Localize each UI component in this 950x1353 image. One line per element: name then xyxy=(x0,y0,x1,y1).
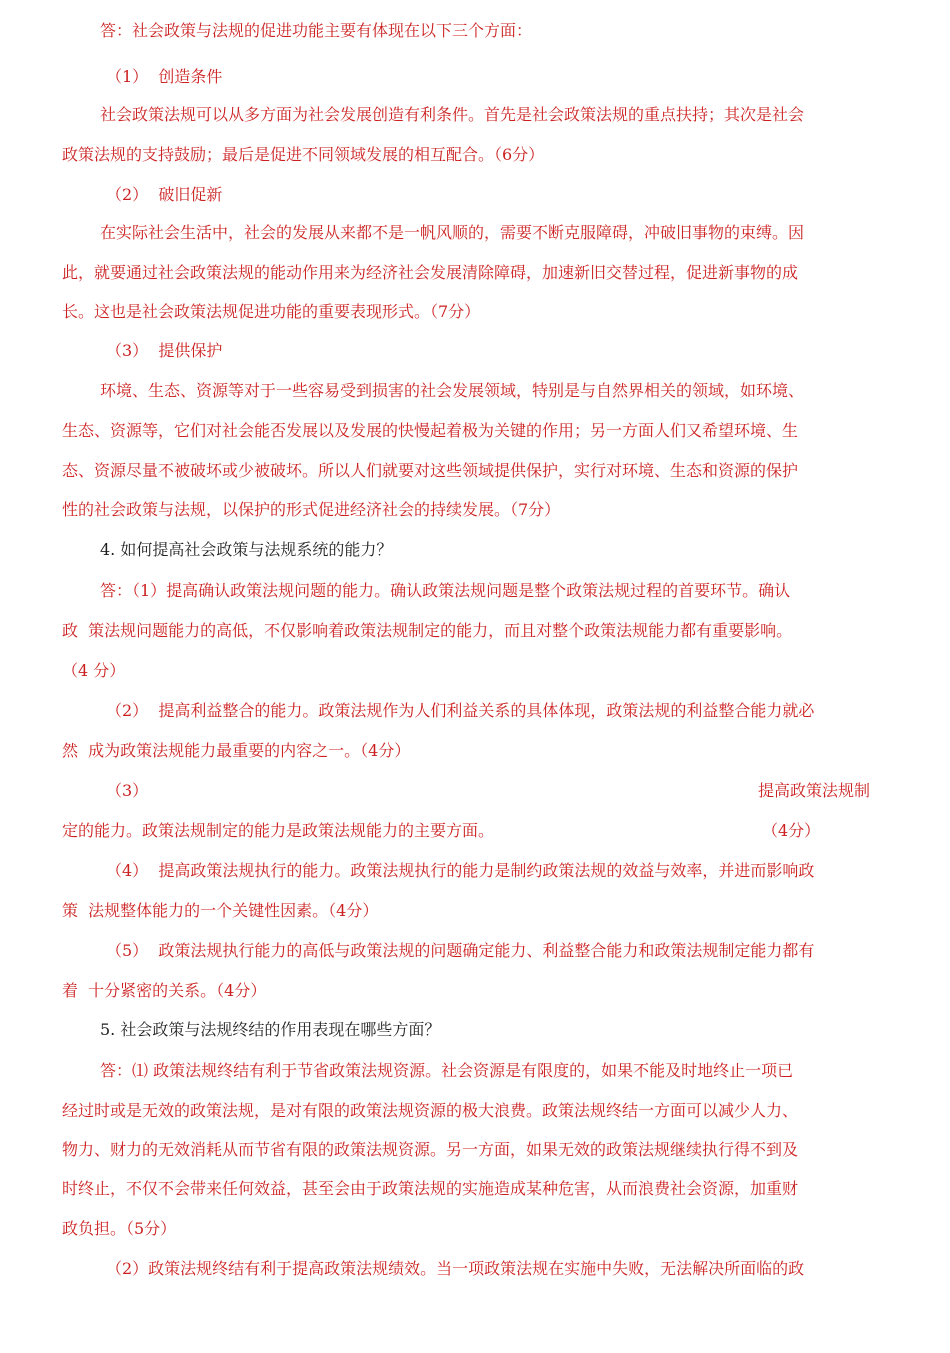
paragraph-line: 长。这也是社会政策法规促进功能的重要表现形式。（7分） xyxy=(62,302,481,321)
paragraph-line: 生态、资源等，它们对社会能否发展以及发展的快慢起着极为关键的作用；另一方面人们又希望环境、生 xyxy=(62,421,799,440)
paragraph-line: 物力、财力的无效消耗从而节省有限的政策法规资源。另一方面，如果无效的政策法规继续执行得不到及 xyxy=(62,1140,799,1159)
paragraph-line: 经过时或是无效的政策法规，是对有限的政策法规资源的极大浪费。政策法规终结一方面可以减少人力、 xyxy=(62,1101,799,1120)
question-5: 5. 社会政策与法规终结的作用表现在哪些方面？ xyxy=(100,1020,441,1039)
heading-1: （1） 创造条件 xyxy=(106,67,223,86)
paragraph-line: 定的能力。政策法规制定的能力是政策法规能力的主要方面。 xyxy=(62,821,495,840)
question-4: 4. 如何提高社会政策与法规系统的能力？ xyxy=(100,540,393,559)
paragraph-line: 此，就要通过社会政策法规的能动作用来为经济社会发展清除障碍，加速新旧交替过程，促进新事物的成 xyxy=(62,263,799,282)
paragraph-line: 政 策法规问题能力的高低，不仅影响着政策法规制定的能力，而且对整个政策法规能力都有重要影响。 xyxy=(62,621,793,640)
paragraph-line: 政负担。（5分） xyxy=(62,1219,177,1238)
paragraph-line: 答：⑴ 政策法规终结有利于节省政策法规资源。社会资源是有限度的，如果不能及时地终止一项已 xyxy=(100,1061,794,1080)
paragraph-line: 着 十分紧密的关系。（4分） xyxy=(62,981,267,1000)
paragraph-line: （4 分） xyxy=(62,661,126,680)
paragraph-line: 然 成为政策法规能力最重要的内容之一。（4分） xyxy=(62,741,411,760)
heading-3: （3） 提供保护 xyxy=(106,341,223,360)
item-3-score: （4分） xyxy=(762,821,821,840)
heading-2: （2） 破旧促新 xyxy=(106,185,223,204)
paragraph-line: 环境、生态、资源等对于一些容易受到损害的社会发展领域，特别是与自然界相关的领域，如环境、 xyxy=(100,381,805,400)
paragraph-line: 时终止，不仅不会带来任何效益，甚至会由于政策法规的实施造成某种危害，从而浪费社会资源，加重财 xyxy=(62,1179,799,1198)
paragraph-line: 在实际社会生活中，社会的发展从来都不是一帆风顺的，需要不断克服障碍，冲破旧事物的束缚。因 xyxy=(100,223,805,242)
paragraph-line: （5） 政策法规执行能力的高低与政策法规的问题确定能力、利益整合能力和政策法规制定能力都有 xyxy=(106,941,815,960)
item-3-title: 提高政策法规制 xyxy=(758,781,871,800)
paragraph-line: 性的社会政策与法规，以保护的形式促进经济社会的持续发展。（7分） xyxy=(62,500,561,519)
paragraph-line: 态、资源尽量不被破坏或少被破坏。所以人们就要对这些领域提供保护，实行对环境、生态和资源的保护 xyxy=(62,461,799,480)
paragraph-line: （2）政策法规终结有利于提高政策法规绩效。当一项政策法规在实施中失败，无法解决所面临的政 xyxy=(106,1259,805,1278)
answer-intro: 答：社会政策与法规的促进功能主要有体现在以下三个方面： xyxy=(100,21,533,40)
paragraph-line: （2） 提高利益整合的能力。政策法规作为人们利益关系的具体体现，政策法规的利益整合能力就必 xyxy=(106,701,815,720)
paragraph-line: 社会政策法规可以从多方面为社会发展创造有利条件。首先是社会政策法规的重点扶持；其次是社会 xyxy=(100,105,805,124)
paragraph-line: 政策法规的支持鼓励；最后是促进不同领域发展的相互配合。（6分） xyxy=(62,145,545,164)
paragraph-line: 答：（1）提高确认政策法规问题的能力。确认政策法规问题是整个政策法规过程的首要环节。确认 xyxy=(100,581,791,600)
item-number-3: （3） xyxy=(106,781,149,800)
paragraph-line: （4） 提高政策法规执行的能力。政策法规执行的能力是制约政策法规的效益与效率，并进而影响政 xyxy=(106,861,815,880)
paragraph-line: 策 法规整体能力的一个关键性因素。（4分） xyxy=(62,901,379,920)
